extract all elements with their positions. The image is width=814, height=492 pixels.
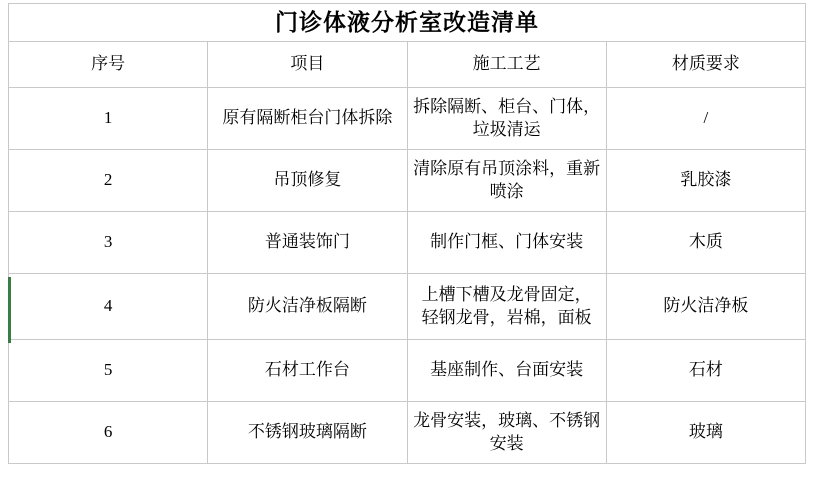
- cell-process[interactable]: [407, 274, 606, 340]
- column-header-material: 材质要求: [606, 42, 805, 88]
- column-header-item: 项目: [208, 42, 407, 88]
- cell-process[interactable]: 拆除隔断、柜台、门体，垃圾清运: [407, 88, 606, 150]
- cell-item[interactable]: 防火洁净板隔断: [208, 274, 407, 340]
- title-row: [9, 4, 806, 42]
- cell-item[interactable]: 石材工作台: [208, 340, 407, 402]
- cell-item[interactable]: 吊顶修复: [208, 150, 407, 212]
- cell-item[interactable]: 不锈钢玻璃隔断: [208, 402, 407, 464]
- cell-process[interactable]: 清除原有吊顶涂料，重新喷涂: [407, 150, 606, 212]
- row-selection-indicator: [8, 277, 11, 343]
- cell-process-line2: 轻钢龙骨，岩棉，面板: [421, 307, 592, 327]
- cell-process[interactable]: 基座制作、台面安装: [407, 340, 606, 402]
- header-row: [9, 42, 806, 88]
- cell-material[interactable]: 木质: [606, 212, 805, 274]
- cell-material[interactable]: 石材: [606, 340, 805, 402]
- cell-item[interactable]: 原有隔断柜台门体拆除: [208, 88, 407, 150]
- table-row[interactable]: [9, 212, 806, 274]
- cell-no[interactable]: 2: [9, 150, 208, 212]
- cell-no[interactable]: 3: [9, 212, 208, 274]
- cell-material[interactable]: 玻璃: [606, 402, 805, 464]
- cell-process[interactable]: 龙骨安装，玻璃、不锈钢安装: [407, 402, 606, 464]
- cell-material[interactable]: 乳胶漆: [606, 150, 805, 212]
- cell-material[interactable]: /: [606, 88, 805, 150]
- cell-process-line1: 上槽下槽及龙骨固定，: [421, 284, 592, 304]
- column-header-process: 施工工艺: [407, 42, 606, 88]
- table-row[interactable]: [9, 88, 806, 150]
- spreadsheet-sheet: [0, 3, 814, 492]
- cell-item[interactable]: 普通装饰门: [208, 212, 407, 274]
- cell-no[interactable]: 5: [9, 340, 208, 402]
- renovation-list-table: [8, 3, 806, 464]
- cell-material[interactable]: 防火洁净板: [606, 274, 805, 340]
- cell-no[interactable]: 1: [9, 88, 208, 150]
- table-row-selected[interactable]: [9, 274, 806, 340]
- cell-no[interactable]: 6: [9, 402, 208, 464]
- cell-no[interactable]: 4: [9, 274, 208, 340]
- column-header-no: 序号: [9, 42, 208, 88]
- document-title: 门诊体液分析室改造清单: [9, 4, 806, 42]
- cell-process[interactable]: 制作门框、门体安装: [407, 212, 606, 274]
- table-row[interactable]: [9, 402, 806, 464]
- table-row[interactable]: [9, 150, 806, 212]
- table-row[interactable]: [9, 340, 806, 402]
